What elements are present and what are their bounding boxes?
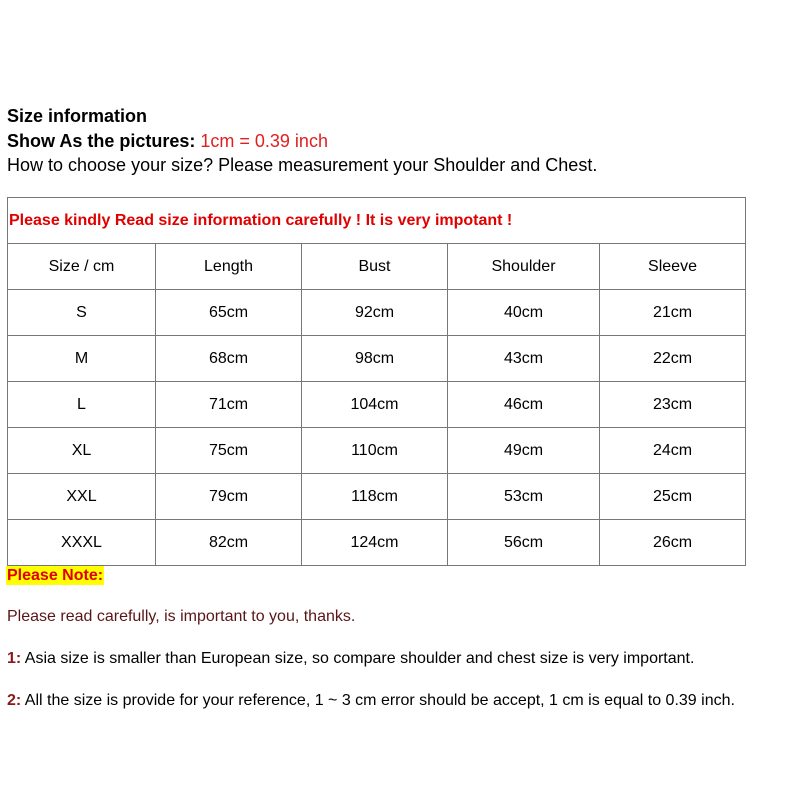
column-header: Shoulder	[448, 244, 600, 290]
note-number: 2:	[7, 692, 22, 709]
unit-conversion: 1cm = 0.39 inch	[200, 131, 328, 151]
note-item-1	[7, 649, 797, 669]
page-title: Size information	[7, 106, 148, 126]
table-cell: 49cm	[448, 428, 600, 474]
table-cell: 118cm	[302, 474, 448, 520]
note-number: 1:	[7, 650, 22, 667]
table-cell: 26cm	[600, 520, 746, 566]
column-header: Length	[156, 244, 302, 290]
table-cell: 22cm	[600, 336, 746, 382]
table-cell: 104cm	[302, 382, 448, 428]
table-row	[8, 520, 746, 566]
table-cell: 46cm	[448, 382, 600, 428]
table-cell: 21cm	[600, 290, 746, 336]
table-row	[8, 336, 746, 382]
column-header: Bust	[302, 244, 448, 290]
note-item-2	[7, 691, 797, 711]
column-header: Sleeve	[600, 244, 746, 290]
show-as-pictures-line	[7, 129, 787, 153]
please-note-label: Please Note:	[7, 567, 104, 584]
table-cell: 23cm	[600, 382, 746, 428]
table-cell: L	[8, 382, 156, 428]
note-text: Asia size is smaller than European size, so compare shoulder and chest size is very important.	[21, 650, 695, 667]
table-cell: 25cm	[600, 474, 746, 520]
warning-row	[8, 198, 746, 244]
table-cell: 71cm	[156, 382, 302, 428]
table-cell: XXXL	[8, 520, 156, 566]
table-cell: 56cm	[448, 520, 600, 566]
table-cell: S	[8, 290, 156, 336]
table-cell: 82cm	[156, 520, 302, 566]
table-cell: 75cm	[156, 428, 302, 474]
table-cell: 110cm	[302, 428, 448, 474]
table-header-row	[8, 244, 746, 290]
table-cell: 68cm	[156, 336, 302, 382]
show-label: Show As the pictures:	[7, 131, 196, 151]
table-cell: 92cm	[302, 290, 448, 336]
table-cell: 40cm	[448, 290, 600, 336]
table-row	[8, 428, 746, 474]
table-row	[8, 382, 746, 428]
table-cell: 124cm	[302, 520, 448, 566]
size-table	[7, 197, 746, 566]
table-cell: 98cm	[302, 336, 448, 382]
table-cell: 79cm	[156, 474, 302, 520]
note-intro: Please read carefully, is important to you, thanks.	[7, 608, 356, 625]
table-cell: M	[8, 336, 156, 382]
table-cell: XXL	[8, 474, 156, 520]
column-header: Size / cm	[8, 244, 156, 290]
table-cell: XL	[8, 428, 156, 474]
table-cell: 65cm	[156, 290, 302, 336]
note-text: All the size is provide for your reference, 1 ~ 3 cm error should be accept, 1 cm is equal to 0.39 inch.	[21, 692, 735, 709]
table-row	[8, 290, 746, 336]
table-cell: 53cm	[448, 474, 600, 520]
table-cell: 24cm	[600, 428, 746, 474]
table-cell: 43cm	[448, 336, 600, 382]
table-row	[8, 474, 746, 520]
warning-text: Please kindly Read size information carefully ! It is very impotant !	[8, 198, 746, 244]
how-to-choose-text: How to choose your size? Please measurement your Shoulder and Chest.	[7, 155, 598, 175]
